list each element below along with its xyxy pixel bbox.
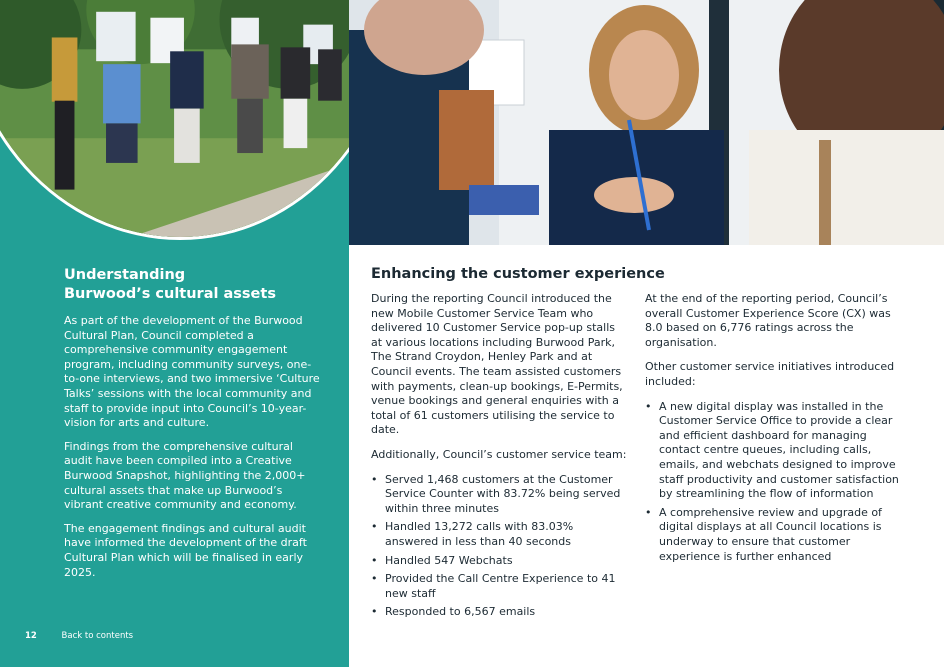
bullet-icon: • [371, 472, 378, 486]
list-item-text: Responded to 6,567 emails [385, 605, 536, 619]
bullet-icon: • [645, 399, 652, 413]
list-item-text: A comprehensive review and upgrade of digital displays at all Council locations is underway to ensure that customer experience is further enhanced [659, 505, 882, 563]
left-heading-line-1: Understanding [64, 267, 186, 283]
col1-lead: Additionally, Council’s customer service team: [371, 447, 627, 461]
left-paragraph: The engagement findings and cultural audit have informed the development of the draft Cultural Plan which will be finalised in early 2025. [64, 521, 307, 579]
bullet-icon: • [371, 572, 378, 586]
left-column [64, 266, 324, 589]
col2-bullet-list [645, 400, 901, 565]
bullet-icon: • [371, 520, 378, 534]
section-title: Enhancing the customer experience [371, 266, 665, 282]
bullet-icon: • [645, 505, 652, 519]
list-item [645, 400, 901, 502]
bullet-icon: • [371, 553, 378, 567]
customer-service-photo [349, 0, 944, 245]
list-item [371, 572, 627, 601]
list-item [645, 506, 901, 564]
col2-lead: Other customer service initiatives introduced included: [645, 360, 895, 388]
left-heading-line-2: Burwood’s cultural assets [64, 286, 276, 302]
list-item-text: A new digital display was installed in the Customer Service Office to provide a clear and efficient dashboard for managing contact centre queues, including calls, emails, and webchats designed to improve staff productivity and customer satisfaction by streamlining the flow of information [659, 399, 899, 501]
list-item-text: Provided the Call Centre Experience to 41 new staff [385, 572, 616, 600]
col1-intro: During the reporting Council introduced the new Mobile Customer Service Team who delivered 10 Customer Service pop-up stalls at various locations including Burwood Park, The Strand Croydon, Henley Park and at Council events. The team assisted customers with payments, clean-up bookings, E-Permits, venue bookings and general enquiries with a total of 61 customers utilising the service to date. [371, 292, 623, 437]
list-item [371, 520, 627, 549]
left-paragraph: As part of the development of the Burwood Cultural Plan, Council completed a comprehensive community engagement program, including community surveys, one-to-one interviews, and two immersive ‘Culture Talks’ sessions with the local community and staff to provide input into Council’s 10-year-vision for arts and culture. [64, 314, 320, 430]
bullet-icon: • [371, 605, 378, 619]
list-item-text: Handled 13,272 calls with 83.03% answered in less than 40 seconds [385, 520, 574, 548]
body-column-1 [371, 292, 627, 624]
list-item [371, 554, 627, 569]
col1-bullet-list [371, 473, 627, 620]
left-heading [64, 266, 324, 304]
left-paragraph: Findings from the comprehensive cultural audit have been compiled into a Creative Burwood Snapshot, highlighting the 2,000+ cultural assets that make up Burwood’s vibrant creative community and economy. [64, 439, 306, 512]
body-column-2 [645, 292, 901, 568]
col2-intro: At the end of the reporting period, Council’s overall Customer Experience Score (CX) was 8.0 based on 6,776 ratings across the organisation. [645, 292, 891, 349]
list-item [371, 473, 627, 517]
list-item-text: Handled 547 Webchats [385, 553, 513, 567]
list-item [371, 605, 627, 620]
back-to-contents-link[interactable]: Back to contents [61, 631, 134, 641]
page-number: 12 [25, 631, 37, 641]
list-item-text: Served 1,468 customers at the Customer Service Counter with 83.72% being served within three minutes [385, 472, 621, 515]
page-footer [25, 631, 133, 641]
